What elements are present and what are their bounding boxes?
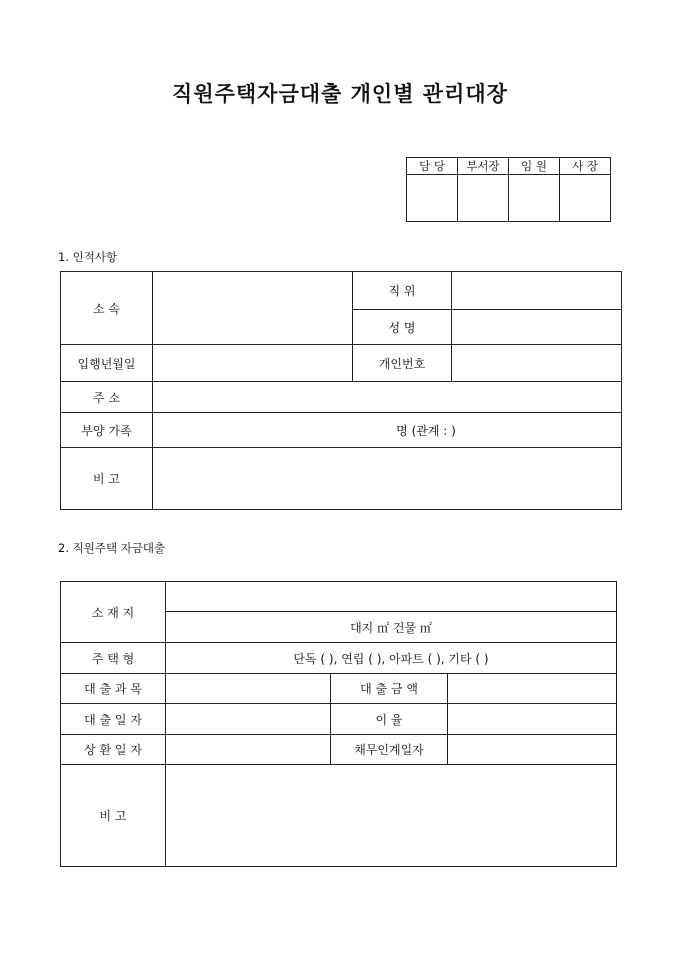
area-field[interactable]: 대지 ㎡ 건물 ㎡: [166, 612, 617, 643]
loan-date-label: 대 출 일 자: [61, 704, 166, 735]
name-label: 성 명: [353, 310, 452, 345]
loan-subject-label: 대 출 과 목: [61, 674, 166, 704]
loan-subject-field[interactable]: [166, 674, 331, 704]
interest-rate-label: 이 율: [331, 704, 448, 735]
location-field[interactable]: [166, 582, 617, 612]
approval-header-president: 사 장: [560, 158, 611, 175]
approval-sign-executive[interactable]: [509, 175, 560, 222]
position-label: 직 위: [353, 272, 452, 310]
hire-date-field[interactable]: [153, 345, 353, 382]
loan-amount-field[interactable]: [448, 674, 617, 704]
loan-date-field[interactable]: [166, 704, 331, 735]
personal-info-table: [60, 271, 622, 510]
repayment-date-label: 상 환 일 자: [61, 735, 166, 765]
approval-header-staff: 담 당: [407, 158, 458, 175]
hire-date-label: 입행년월일: [61, 345, 153, 382]
loan-remarks-field[interactable]: [166, 765, 617, 867]
debt-takeover-date-field[interactable]: [448, 735, 617, 765]
address-label: 주 소: [61, 382, 153, 413]
approval-sign-staff[interactable]: [407, 175, 458, 222]
approval-sign-dept-head[interactable]: [458, 175, 509, 222]
page-title: 직원주택자금대출 개인별 관리대장: [172, 81, 508, 106]
dependents-field[interactable]: 명 (관계 : ): [153, 413, 622, 448]
approval-sign-president[interactable]: [560, 175, 611, 222]
interest-rate-field[interactable]: [448, 704, 617, 735]
debt-takeover-date-label: 채무인계일자: [331, 735, 448, 765]
loan-remarks-label: 비 고: [61, 765, 166, 867]
affiliation-field[interactable]: [153, 272, 353, 345]
address-field[interactable]: [153, 382, 622, 413]
section2-label: 2. 직원주택 자금대출: [58, 541, 166, 555]
loan-amount-label: 대 출 금 액: [331, 674, 448, 704]
approval-header-dept-head: 부서장: [458, 158, 509, 175]
housing-type-label: 주 택 형: [61, 643, 166, 674]
remarks-field[interactable]: [153, 448, 622, 510]
location-label: 소 재 지: [61, 582, 166, 643]
loan-info-table: [60, 581, 617, 867]
affiliation-label: 소 속: [61, 272, 153, 345]
name-field[interactable]: [452, 310, 622, 345]
approval-header-executive: 임 원: [509, 158, 560, 175]
personal-number-label: 개인번호: [353, 345, 452, 382]
housing-type-field[interactable]: 단독 ( ), 연립 ( ), 아파트 ( ), 기타 ( ): [166, 643, 617, 674]
section1-label: 1. 인적사항: [58, 250, 118, 264]
remarks-label: 비 고: [61, 448, 153, 510]
position-field[interactable]: [452, 272, 622, 310]
approval-table: [406, 157, 611, 222]
repayment-date-field[interactable]: [166, 735, 331, 765]
personal-number-field[interactable]: [452, 345, 622, 382]
dependents-label: 부양 가족: [61, 413, 153, 448]
